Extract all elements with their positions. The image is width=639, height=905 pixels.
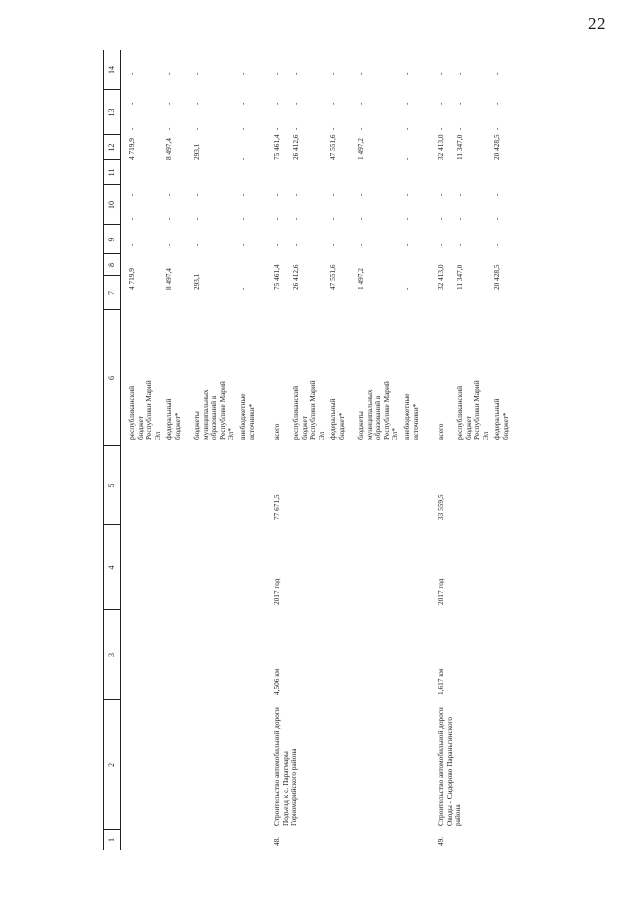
funding-value: 4 719,9 (127, 268, 136, 290)
funding-value: - (164, 217, 173, 220)
funding-value: - (238, 102, 247, 105)
funding-value: - (492, 217, 501, 220)
funding-value: - (455, 102, 464, 105)
funding-value: - (436, 102, 445, 105)
column-number-header: 10 (107, 201, 116, 209)
funding-value: - (356, 193, 365, 196)
funding-value: - (455, 243, 464, 246)
funding-value: - (436, 72, 445, 75)
funding-value: - (492, 102, 501, 105)
column-divider (103, 159, 120, 160)
funding-value: - (291, 102, 300, 105)
funding-value: 4 719,9 (127, 138, 136, 160)
funding-value: - (402, 217, 411, 220)
funding-value: 32 413,0 (436, 134, 445, 160)
funding-value: - (356, 217, 365, 220)
column-divider (103, 309, 120, 310)
funding-value: - (436, 127, 445, 130)
funding-value: - (291, 243, 300, 246)
funding-value: - (127, 217, 136, 220)
funding-value: - (402, 287, 411, 290)
funding-value: - (328, 72, 337, 75)
funding-value: - (455, 127, 464, 130)
funding-value: - (291, 127, 300, 130)
funding-value: 26 412,6 (291, 264, 300, 290)
funding-value: 1 497,2 (356, 268, 365, 290)
column-number-header: 8 (107, 263, 116, 267)
funding-value: - (328, 127, 337, 130)
funding-source-label: республиканский бюджет Республики Марий Эл (455, 380, 490, 440)
funding-value: 75 461,4 (272, 264, 281, 290)
funding-value: - (272, 127, 281, 130)
construction-year: 2017 год (272, 578, 281, 605)
funding-value: 20 428,5 (492, 134, 501, 160)
funding-value: - (328, 217, 337, 220)
funding-value: 8 497,4 (164, 138, 173, 160)
funding-value: - (328, 102, 337, 105)
funding-value: - (127, 127, 136, 130)
data-table (103, 0, 623, 850)
funding-source-label: внебюджетные источники* (402, 393, 420, 440)
funding-value: 26 412,6 (291, 134, 300, 160)
funding-value: - (492, 193, 501, 196)
funding-value: - (356, 72, 365, 75)
funding-value: - (238, 157, 247, 160)
funding-value: - (192, 193, 201, 196)
funding-value: 47 551,6 (328, 264, 337, 290)
funding-source-label: республиканский бюджет Республики Марий Эл (127, 380, 162, 440)
funding-value: - (402, 127, 411, 130)
funding-value: - (238, 217, 247, 220)
funding-value: - (291, 193, 300, 196)
funding-value: - (402, 102, 411, 105)
funding-value: - (492, 72, 501, 75)
column-divider (103, 89, 120, 90)
funding-value: - (164, 102, 173, 105)
column-number-header: 11 (107, 168, 116, 177)
funding-value: - (272, 217, 281, 220)
funding-value: - (192, 243, 201, 246)
column-divider (103, 184, 120, 185)
funding-value: 75 461,4 (272, 134, 281, 160)
column-number-header: 6 (107, 376, 116, 380)
funding-value: - (127, 72, 136, 75)
funding-source-label: бюджеты муниципальных образований в Республике Марий Эл* (356, 381, 400, 440)
funding-value: - (127, 193, 136, 196)
column-number-header: 4 (107, 565, 116, 570)
funding-value: 20 428,5 (492, 264, 501, 290)
column-divider (103, 609, 120, 610)
funding-value: - (192, 217, 201, 220)
funding-value: - (455, 217, 464, 220)
funding-value: - (436, 193, 445, 196)
column-divider (103, 134, 120, 135)
funding-value: - (402, 72, 411, 75)
funding-value: - (238, 287, 247, 290)
funding-value: - (238, 127, 247, 130)
funding-value: - (192, 102, 201, 105)
funding-value: - (356, 102, 365, 105)
page-number: 22 (588, 14, 606, 33)
funding-value: - (291, 217, 300, 220)
road-length: 4,506 км (272, 668, 281, 695)
funding-source-label: внебюджетные источники* (238, 393, 256, 440)
column-number-header: 12 (107, 143, 116, 152)
funding-value: - (192, 127, 201, 130)
funding-value: - (272, 72, 281, 75)
funding-value: - (436, 217, 445, 220)
column-divider (103, 275, 120, 276)
funding-value: - (328, 243, 337, 246)
funding-value: - (164, 127, 173, 130)
funding-value: 11 347,0 (455, 134, 464, 160)
funding-value: 8 497,4 (164, 268, 173, 290)
funding-value: - (402, 157, 411, 160)
funding-value: - (356, 127, 365, 130)
column-divider (103, 445, 120, 446)
funding-source-label: бюджеты муниципальных образований в Республике Марий Эл* (192, 381, 236, 440)
funding-value: 47 551,6 (328, 134, 337, 160)
funding-source-label: республиканский бюджет Республики Марий Эл (291, 380, 326, 440)
funding-value: - (127, 243, 136, 246)
funding-value: - (436, 243, 445, 246)
column-divider (103, 224, 120, 225)
funding-value: - (455, 72, 464, 75)
funding-value: - (402, 243, 411, 246)
funding-source-label: всего (272, 423, 281, 440)
column-number-header: 5 (107, 483, 116, 488)
funding-value: - (272, 193, 281, 196)
column-divider (103, 253, 120, 254)
funding-value: 11 347,0 (455, 264, 464, 290)
funding-source-label: всего (436, 423, 445, 440)
funding-value: - (492, 243, 501, 246)
funding-value: - (291, 72, 300, 75)
construction-year: 2017 год (436, 578, 445, 605)
funding-source-label: федеральный бюджет* (164, 398, 182, 440)
estimated-cost: 77 671,5 (272, 494, 281, 520)
column-number-header: 1 (107, 838, 116, 842)
road-length: 1,617 км (436, 668, 445, 695)
funding-value: - (238, 243, 247, 246)
estimated-cost: 33 559,5 (436, 494, 445, 520)
funding-value: - (492, 127, 501, 130)
funding-value: 293,1 (192, 143, 201, 160)
funding-value: - (192, 72, 201, 75)
column-divider (103, 699, 120, 700)
funding-value: - (272, 243, 281, 246)
funding-value: - (164, 243, 173, 246)
funding-value: - (402, 193, 411, 196)
header-bottom-rule (120, 50, 121, 850)
funding-value: 32 413,0 (436, 264, 445, 290)
funding-value: - (238, 193, 247, 196)
column-divider (103, 524, 120, 525)
column-number-header: 3 (107, 653, 116, 657)
funding-value: - (272, 102, 281, 105)
column-number-header: 2 (107, 763, 116, 767)
funding-value: - (455, 193, 464, 196)
column-number-header: 14 (107, 66, 116, 74)
object-name: Строительство автомобильной дороги Подъезд к с. Паратмары Горномарийского района (272, 707, 299, 826)
funding-value: - (127, 102, 136, 105)
funding-value: 1 497,2 (356, 138, 365, 160)
header-top-rule (103, 50, 104, 850)
funding-value: - (238, 72, 247, 75)
funding-source-label: федеральный бюджет* (492, 398, 510, 440)
funding-value: - (356, 243, 365, 246)
funding-value: - (164, 193, 173, 196)
object-name: Строительство автомобильной дороги Оводы - Сидорово Параньгинского района (436, 707, 463, 826)
column-number-header: 7 (107, 291, 116, 295)
funding-value: 293,1 (192, 273, 201, 290)
row-number: 48. (272, 836, 281, 846)
funding-value: - (164, 72, 173, 75)
funding-source-label: федеральный бюджет* (328, 398, 346, 440)
column-number-header: 13 (107, 108, 116, 117)
funding-value: - (328, 193, 337, 196)
row-number: 49. (436, 836, 445, 846)
column-number-header: 9 (107, 237, 116, 242)
